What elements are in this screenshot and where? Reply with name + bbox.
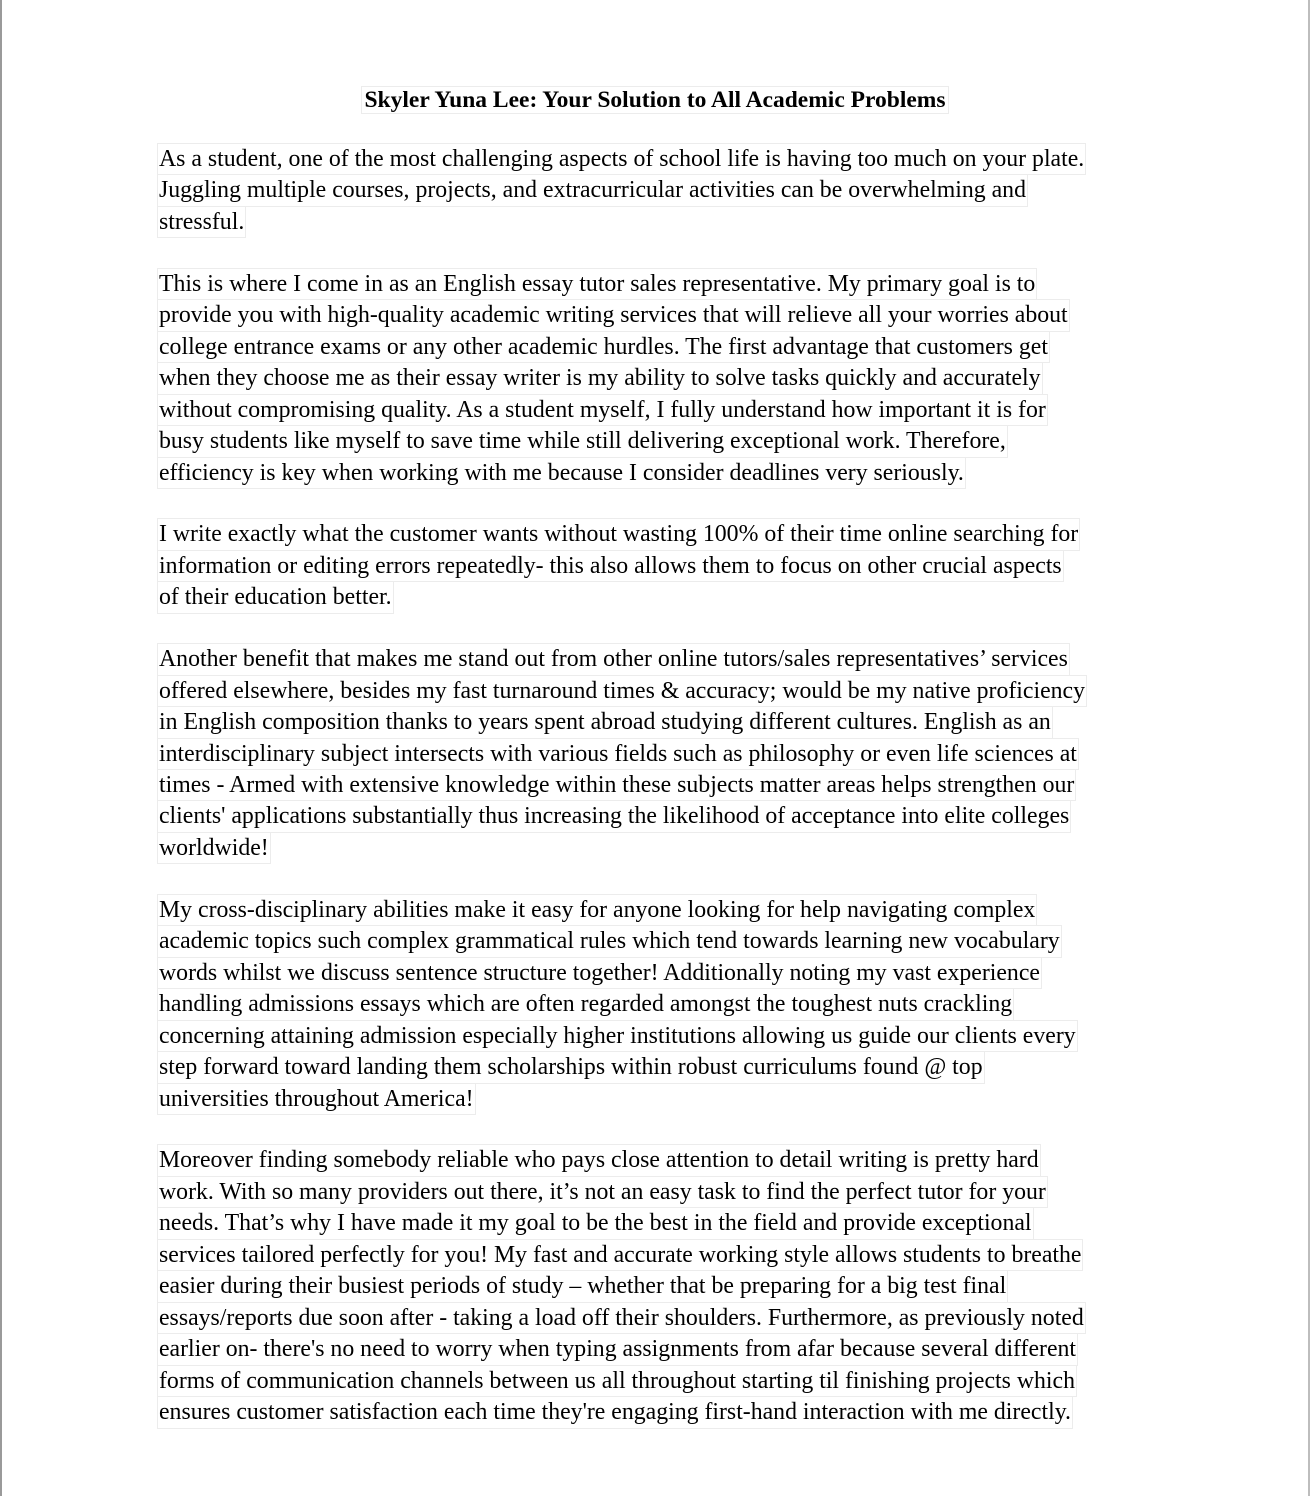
- text-line: provide you with high-quality academic writing services that will relieve all your worries about: [157, 299, 1070, 331]
- text-line: Juggling multiple courses, projects, and extracurricular activities can be overwhelming and: [157, 174, 1028, 206]
- text-line: of their education better.: [157, 581, 394, 613]
- text-line: I write exactly what the customer wants without wasting 100% of their time online searching for: [157, 518, 1080, 550]
- text-line: concerning attaining admission especially higher institutions allowing us guide our clients every: [157, 1020, 1078, 1052]
- text-line: clients' applications substantially thus increasing the likelihood of acceptance into elite colleges: [157, 800, 1071, 832]
- text-line: worldwide!: [157, 832, 271, 864]
- text-line: forms of communication channels between us all throughout starting til finishing projects which: [157, 1365, 1077, 1397]
- paragraph-6: [157, 1144, 1167, 1428]
- text-line: in English composition thanks to years spent abroad studying different cultures. English as an: [157, 706, 1053, 738]
- text-line: Moreover finding somebody reliable who pays close attention to detail writing is pretty hard: [157, 1144, 1041, 1176]
- text-line: academic topics such complex grammatical rules which tend towards learning new vocabulary: [157, 925, 1062, 957]
- text-line: information or editing errors repeatedly- this also allows them to focus on other crucial aspects: [157, 550, 1064, 582]
- text-line: college entrance exams or any other academic hurdles. The first advantage that customers get: [157, 331, 1050, 363]
- text-line: offered elsewhere, besides my fast turnaround times & accuracy; would be my native proficiency: [157, 675, 1087, 707]
- paragraph-2: [157, 268, 1167, 489]
- text-line: My cross-disciplinary abilities make it easy for anyone looking for help navigating complex: [157, 894, 1037, 926]
- text-line: earlier on- there's no need to worry when typing assignments from afar because several different: [157, 1333, 1078, 1365]
- document-title-text: Skyler Yuna Lee: Your Solution to All Academic Problems: [361, 86, 948, 114]
- text-line: essays/reports due soon after - taking a load off their shoulders. Furthermore, as previously noted: [157, 1302, 1086, 1334]
- paragraph-5: [157, 894, 1167, 1115]
- paragraph-3: [157, 518, 1167, 613]
- text-line: interdisciplinary subject intersects with various fields such as philosophy or even life sciences at: [157, 738, 1079, 770]
- text-line: busy students like myself to save time while still delivering exceptional work. Therefore,: [157, 425, 1008, 457]
- text-line: universities throughout America!: [157, 1083, 476, 1115]
- text-line: handling admissions essays which are often regarded amongst the toughest nuts crackling: [157, 988, 1014, 1020]
- text-line: efficiency is key when working with me because I consider deadlines very seriously.: [157, 457, 966, 489]
- paragraph-4: [157, 643, 1167, 864]
- text-line: This is where I come in as an English essay tutor sales representative. My primary goal is to: [157, 268, 1037, 300]
- text-line: easier during their busiest periods of study – whether that be preparing for a big test final: [157, 1270, 1008, 1302]
- text-line: times - Armed with extensive knowledge within these subjects matter areas helps strengthen our: [157, 769, 1076, 801]
- text-line: Another benefit that makes me stand out from other online tutors/sales representatives’ services: [157, 643, 1070, 675]
- text-line: As a student, one of the most challenging aspects of school life is having too much on your plate.: [157, 143, 1086, 175]
- text-line: work. With so many providers out there, it’s not an easy task to find the perfect tutor for your: [157, 1176, 1048, 1208]
- text-line: stressful.: [157, 206, 246, 238]
- text-line: when they choose me as their essay writer is my ability to solve tasks quickly and accurately: [157, 362, 1043, 394]
- document-title: [2, 84, 1308, 116]
- paragraph-1: [157, 143, 1167, 238]
- text-line: step forward toward landing them scholarships within robust curriculums found @ top: [157, 1051, 985, 1083]
- text-line: needs. That’s why I have made it my goal to be the best in the field and provide exceptional: [157, 1207, 1034, 1239]
- text-line: services tailored perfectly for you! My fast and accurate working style allows students to breathe: [157, 1239, 1083, 1271]
- text-line: words whilst we discuss sentence structure together! Additionally noting my vast experience: [157, 957, 1042, 989]
- text-line: ensures customer satisfaction each time they're engaging first-hand interaction with me directly.: [157, 1396, 1073, 1428]
- text-line: without compromising quality. As a student myself, I fully understand how important it is for: [157, 394, 1048, 426]
- document-body: [157, 144, 1167, 1459]
